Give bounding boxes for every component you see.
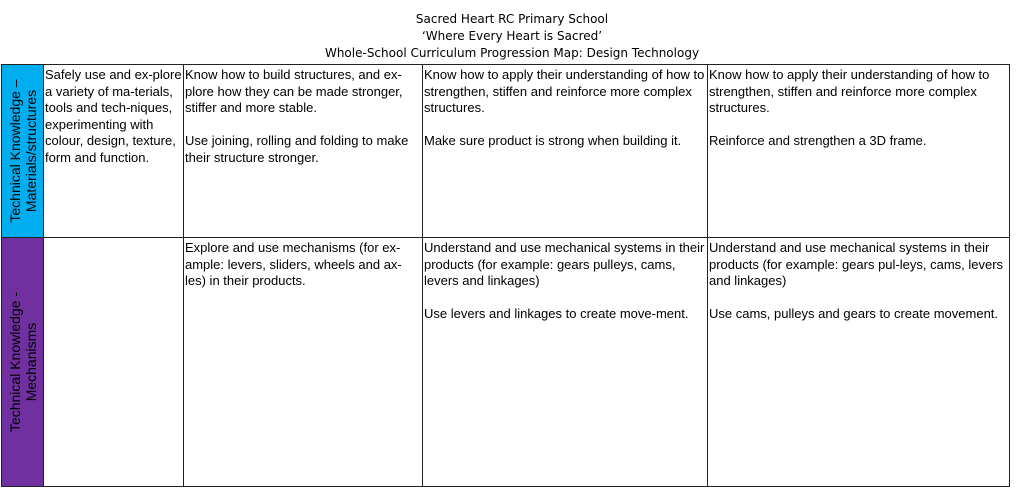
- table-cell: Know how to apply their understanding of how to strengthen, stiffen and reinforce more complex structures. Make sure product is strong when building it.: [423, 65, 708, 238]
- table-cell: Know how to build structures, and ex-plore how they can be made stronger, stiffer and more stable. Use joining, rolling and folding to make their structure stronger.: [184, 65, 423, 238]
- page-title: Whole-School Curriculum Progression Map: Design Technology: [324, 46, 700, 60]
- table-row-materials: [2, 65, 1010, 238]
- table-cell: Safely use and ex-plore a variety of ma-terials, tools and tech-niques, experimenting with colour, design, texture, form and function.: [44, 65, 184, 238]
- school-name: Sacred Heart RC Primary School: [415, 12, 609, 26]
- school-motto: ‘Where Every Heart is Sacred’: [421, 29, 603, 43]
- row-header-materials: Technical Knowledge – Materials/structures: [2, 65, 44, 238]
- document-header: [0, 11, 1024, 62]
- table-cell: Understand and use mechanical systems in their products (for example: gears pulleys, cams, levers and linkages) Use levers and linkages to create move-ment.: [423, 238, 708, 487]
- progression-table: [1, 64, 1010, 487]
- table-cell: Understand and use mechanical systems in their products (for example: gears pul-leys, cams, levers and linkages) Use cams, pulleys and gears to create movement.: [708, 238, 1010, 487]
- table-row-mechanisms: [2, 238, 1010, 487]
- table-cell: Explore and use mechanisms (for ex-ample: levers, sliders, wheels and ax-les) in their products.: [184, 238, 423, 487]
- table-cell: Know how to apply their understanding of how to strengthen, stiffen and reinforce more complex structures. Reinforce and strengthen a 3D frame.: [708, 65, 1010, 238]
- table-cell-empty: [44, 238, 184, 487]
- row-header-mechanisms: Technical Knowledge - Mechanisms: [2, 238, 44, 487]
